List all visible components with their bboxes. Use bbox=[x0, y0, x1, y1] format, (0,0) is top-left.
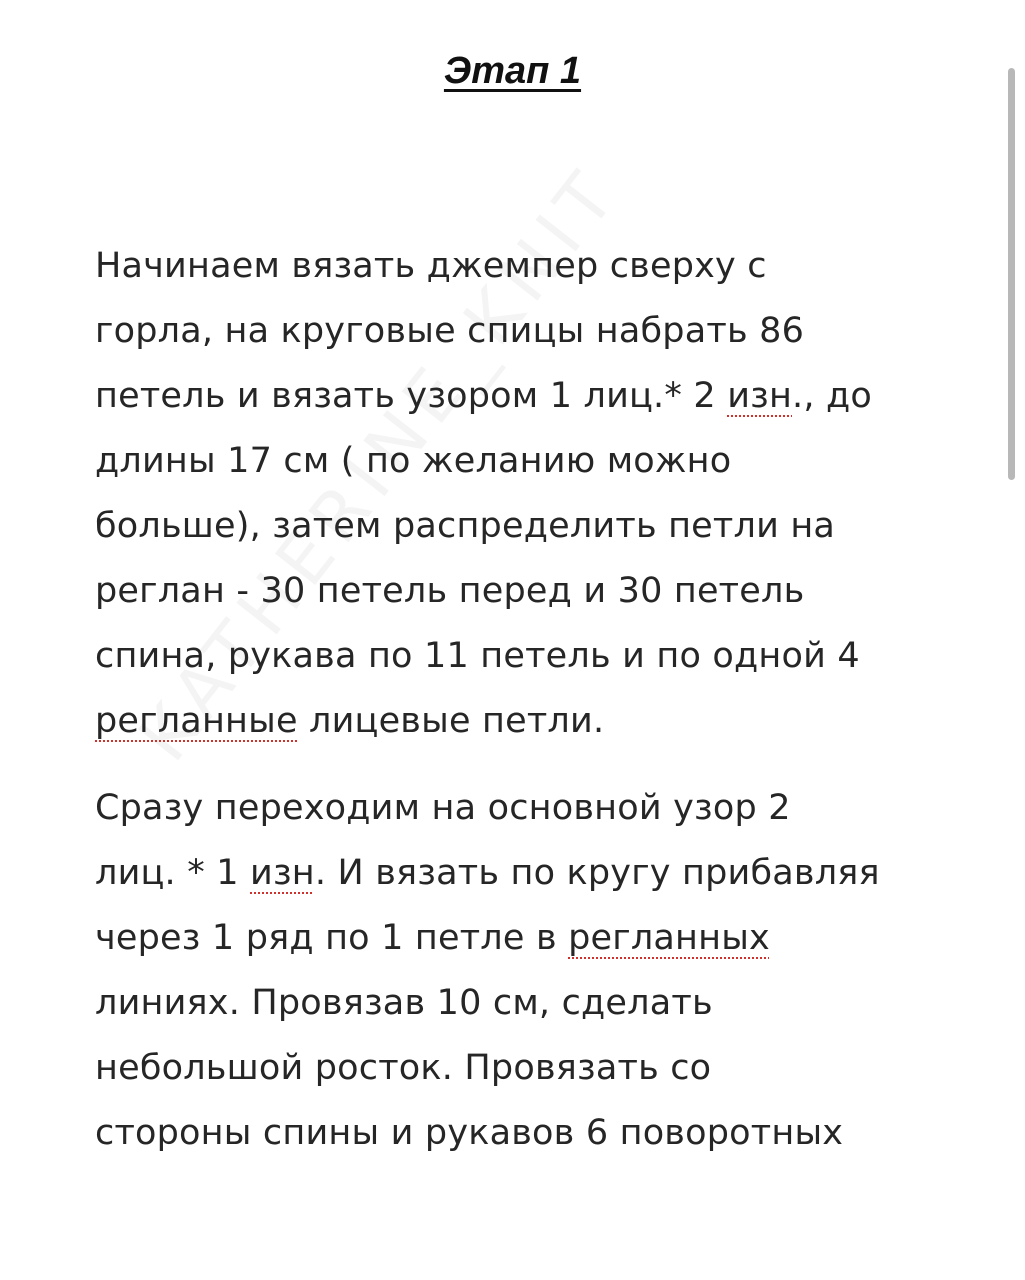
spellcheck-word: регланных bbox=[568, 918, 770, 958]
text-run: реглан - 30 петель перед и 30 петель bbox=[95, 571, 805, 611]
text-run: . И вязать по кругу прибавляя bbox=[314, 853, 880, 893]
text-run: стороны спины и рукавов 6 поворотных bbox=[95, 1113, 844, 1153]
text-run: горла, на круговые спицы набрать 86 bbox=[95, 311, 805, 351]
paragraph-1 bbox=[95, 234, 955, 754]
text-line bbox=[95, 494, 955, 559]
text-line bbox=[95, 689, 955, 754]
text-line bbox=[95, 841, 955, 906]
text-line bbox=[95, 1101, 955, 1166]
spellcheck-word: изн bbox=[250, 853, 315, 893]
text-line bbox=[95, 559, 955, 624]
text-run: ., до bbox=[792, 376, 873, 416]
text-run: петель и вязать узором 1 лиц.* 2 bbox=[95, 376, 728, 416]
page-title: Этап 1 bbox=[443, 50, 582, 92]
scrollbar[interactable] bbox=[1008, 68, 1015, 480]
text-run: Сразу переходим на основной узор 2 bbox=[95, 788, 791, 828]
text-run: лицевые петли. bbox=[297, 701, 605, 741]
spellcheck-word: регланные bbox=[95, 701, 298, 741]
text-run: Начинаем вязать джемпер сверху с bbox=[95, 246, 767, 286]
text-run: длины 17 см ( по желанию можно bbox=[95, 441, 732, 481]
text-run: линиях. Провязав 10 см, сделать bbox=[95, 983, 713, 1023]
text-run: спина, рукава по 11 петель и по одной 4 bbox=[95, 636, 860, 676]
paragraph-2 bbox=[95, 776, 955, 1166]
text-line bbox=[95, 971, 955, 1036]
text-run: больше), затем распределить петли на bbox=[95, 506, 836, 546]
text-line bbox=[95, 776, 955, 841]
text-line bbox=[95, 364, 955, 429]
text-run: небольшой росток. Провязать со bbox=[95, 1048, 712, 1088]
text-line bbox=[95, 429, 955, 494]
text-line bbox=[95, 299, 955, 364]
text-line bbox=[95, 1036, 955, 1101]
text-line bbox=[95, 624, 955, 689]
text-line bbox=[95, 234, 955, 299]
text-line bbox=[95, 906, 955, 971]
spellcheck-word: изн bbox=[727, 376, 793, 416]
text-run: лиц. * 1 bbox=[95, 853, 251, 893]
text-run: через 1 ряд по 1 петле в bbox=[95, 918, 569, 958]
